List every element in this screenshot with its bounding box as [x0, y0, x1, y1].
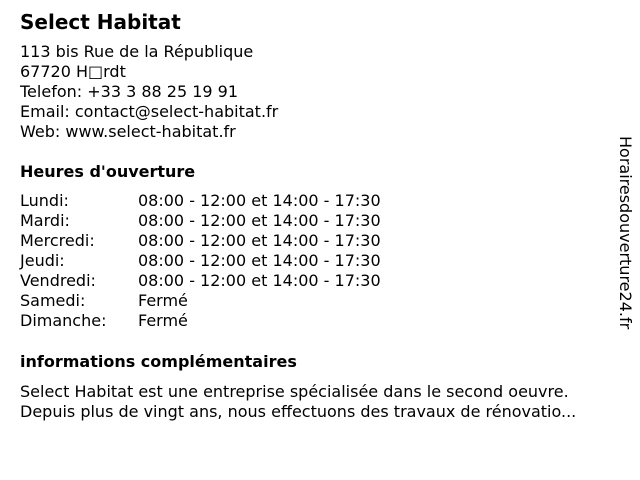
info-text-line-2: Depuis plus de vingt ans, nous effectuons des travaux de rénovatio...: [20, 402, 577, 421]
hours-time: 08:00 - 12:00 et 14:00 - 17:30: [138, 231, 381, 250]
hours-time: 08:00 - 12:00 et 14:00 - 17:30: [138, 251, 381, 270]
email-line: Email: contact@select-habitat.fr: [20, 102, 279, 121]
web-line: Web: www.select-habitat.fr: [20, 122, 236, 141]
hours-day: Vendredi:: [20, 271, 96, 290]
hours-time: Fermé: [138, 291, 188, 310]
hours-row-tuesday: [20, 211, 610, 231]
hours-row-wednesday: [20, 231, 610, 251]
hours-day: Mardi:: [20, 211, 70, 230]
hours-time: 08:00 - 12:00 et 14:00 - 17:30: [138, 271, 381, 290]
hours-day: Mercredi:: [20, 231, 95, 250]
hours-time: 08:00 - 12:00 et 14:00 - 17:30: [138, 211, 381, 230]
hours-heading: Heures d'ouverture: [20, 162, 196, 181]
info-text-line-1: Select Habitat est une entreprise spécialisée dans le second oeuvre.: [20, 382, 569, 401]
hours-row-friday: [20, 271, 610, 291]
watermark-text: Horairesdouverture24.fr: [616, 136, 635, 330]
info-heading: informations complémentaires: [20, 352, 297, 371]
hours-day: Samedi:: [20, 291, 86, 310]
hours-time: Fermé: [138, 311, 188, 330]
hours-day: Jeudi:: [20, 251, 65, 270]
hours-row-monday: [20, 191, 610, 211]
address-line-1: 113 bis Rue de la République: [20, 42, 254, 61]
hours-table: [20, 191, 610, 331]
address-line-2: 67720 H□rdt: [20, 62, 126, 81]
phone-line: Telefon: +33 3 88 25 19 91: [20, 82, 239, 101]
hours-row-sunday: [20, 311, 610, 331]
company-name: Select Habitat: [20, 10, 181, 34]
business-card: [20, 8, 610, 422]
hours-row-saturday: [20, 291, 610, 311]
hours-row-thursday: [20, 251, 610, 271]
hours-time: 08:00 - 12:00 et 14:00 - 17:30: [138, 191, 381, 210]
hours-day: Dimanche:: [20, 311, 107, 330]
hours-day: Lundi:: [20, 191, 69, 210]
site-watermark: [612, 136, 638, 348]
